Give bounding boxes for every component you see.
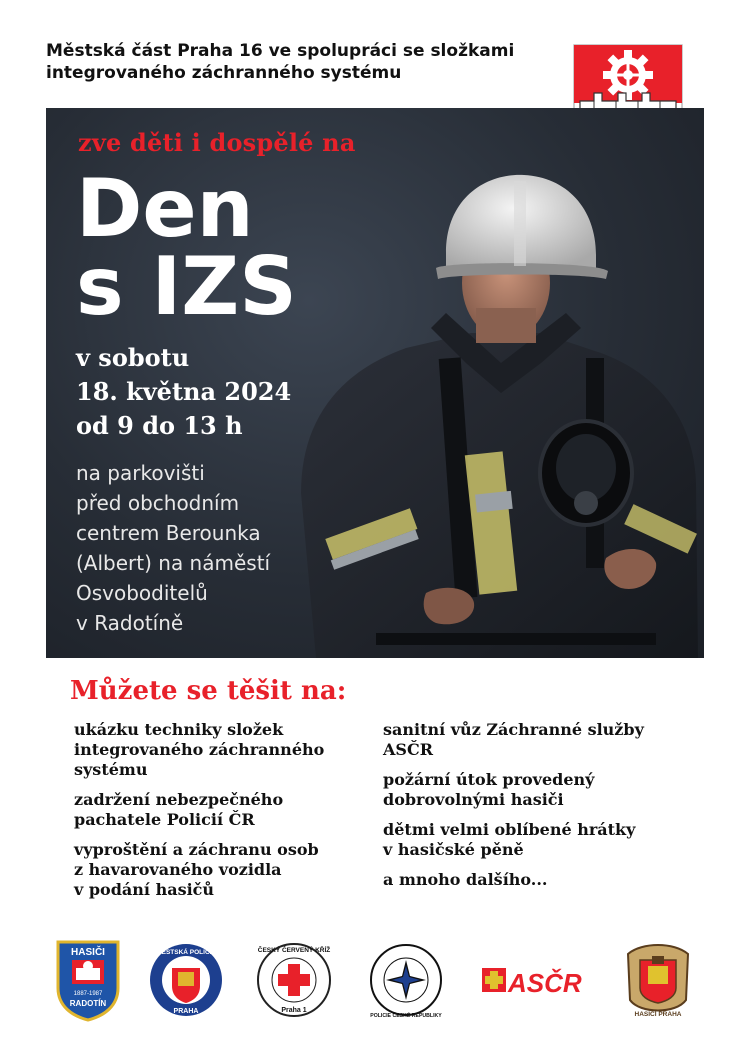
location-line: na parkovišti <box>76 461 205 485</box>
program-heading: Můžete se těšit na: <box>70 676 347 706</box>
program-item <box>383 870 703 890</box>
hasici-praha-logo-icon <box>622 938 694 1026</box>
program-item <box>74 720 374 780</box>
ascr-logo-icon <box>478 938 588 1022</box>
event-date <box>76 341 291 443</box>
program-item-line: ASČR <box>383 740 433 759</box>
event-title <box>76 162 297 333</box>
program-item-line: pachatele Policií ČR <box>74 810 255 829</box>
program-item-line: dětmi velmi oblíbené hrátky <box>383 820 636 839</box>
policie-text: POLICIE ČESKÉ REPUBLIKY <box>370 1013 442 1019</box>
program-list-right <box>383 720 703 900</box>
organizer-line-1: Městská část Praha 16 ve spolupráci se složkami <box>46 41 515 61</box>
location-line: (Albert) na náměstí <box>76 551 271 575</box>
program-item <box>383 770 703 810</box>
program-item-line: dobrovolnými hasiči <box>383 790 564 809</box>
program-item <box>383 720 703 760</box>
program-item-line: a mnoho dalšího... <box>383 870 548 889</box>
hasici-praha-text: HASIČI PRAHA <box>634 1011 682 1018</box>
program-item <box>74 790 374 830</box>
program-item-line: systému <box>74 760 148 779</box>
cerveny-kriz-bottom-text: Praha 1 <box>281 1007 307 1014</box>
organizer-text <box>46 40 566 84</box>
event-location <box>76 458 270 638</box>
policie-cr-logo-icon <box>368 938 444 1022</box>
event-day: v sobotu <box>76 343 190 372</box>
program-item-line: z havarovaného vozidla <box>74 860 282 879</box>
hasici-year-text: 1887-1987 <box>73 991 103 997</box>
cerveny-kriz-logo-icon <box>254 938 334 1022</box>
program-item-line: vyproštění a záchranu osob <box>74 840 319 859</box>
location-line: centrem Berounka <box>76 521 261 545</box>
hasici-bottom-text: RADOTÍN <box>69 999 107 1008</box>
hero-banner <box>46 108 704 658</box>
partner-logos <box>40 938 720 1028</box>
location-line: před obchodním <box>76 491 240 515</box>
mestska-policie-logo-icon <box>148 938 224 1022</box>
program-item-line: požární útok provedený <box>383 770 595 789</box>
program-item <box>74 840 374 900</box>
cerveny-kriz-top-text: ČESKÝ ČERVENÝ KŘÍŽ <box>257 947 331 954</box>
event-time: od 9 do 13 h <box>76 411 243 440</box>
program-item-line: integrovaného záchranného <box>74 740 325 759</box>
mestska-policie-top-text: MĚSTSKÁ POLICIE <box>156 949 216 956</box>
program-item-line: zadržení nebezpečného <box>74 790 284 809</box>
program-item-line: v podání hasičů <box>74 880 215 899</box>
program-item-line: ukázku techniky složek <box>74 720 284 739</box>
location-line: v Radotíně <box>76 611 184 635</box>
event-title-line-1: Den <box>76 162 254 255</box>
hasici-top-text: HASIČI <box>71 947 105 958</box>
event-date-line: 18. května 2024 <box>76 377 292 406</box>
hasici-radotin-logo-icon <box>54 938 122 1022</box>
program-list-left <box>74 720 374 910</box>
program-item <box>383 820 703 860</box>
location-line: Osvoboditelů <box>76 581 208 605</box>
event-title-line-2: s IZS <box>76 240 297 333</box>
firefighter-image <box>296 163 704 658</box>
invite-text: zve děti i dospělé na <box>78 128 356 157</box>
ascr-text: ASČR <box>508 968 582 998</box>
program-item-line: sanitní vůz Záchranné služby <box>383 720 644 739</box>
organizer-line-2: integrovaného záchranného systému <box>46 63 402 83</box>
program-item-line: v hasičské pěně <box>383 840 524 859</box>
mestska-policie-bottom-text: PRAHA <box>173 1008 199 1015</box>
